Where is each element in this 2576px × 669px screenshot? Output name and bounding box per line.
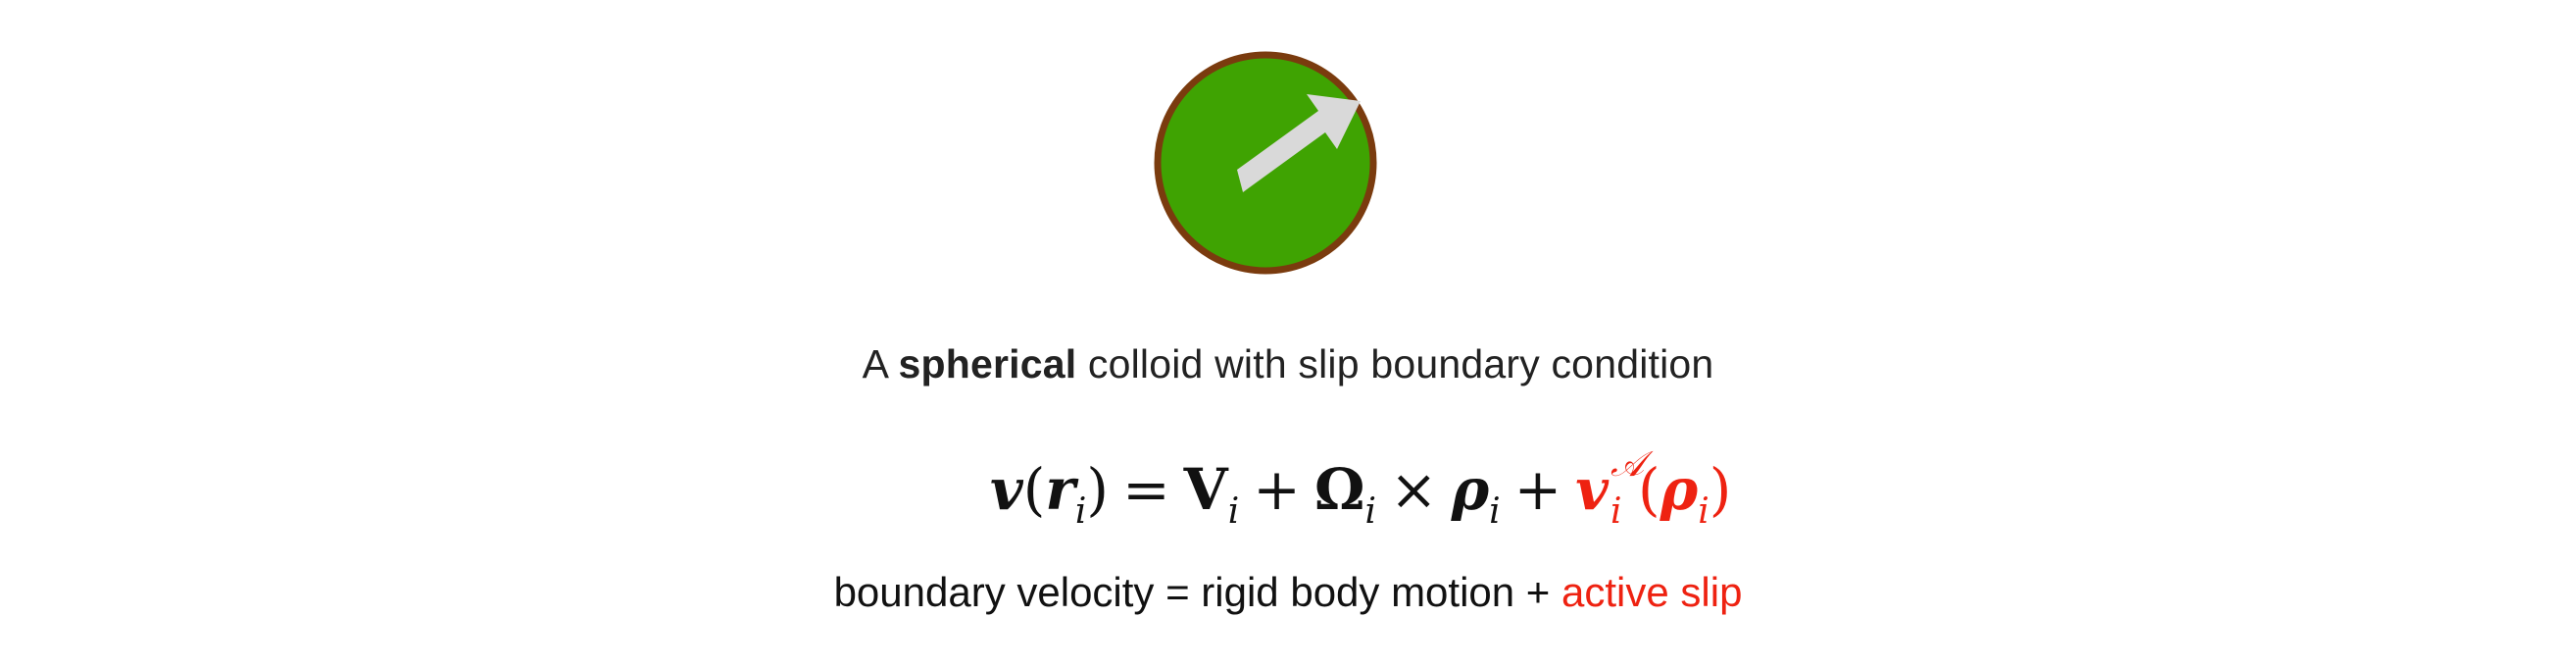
eq-index: i xyxy=(1227,491,1240,532)
eq-close-paren: ) xyxy=(1086,456,1110,523)
eq-velocity-symbol: v xyxy=(990,456,1023,523)
caption-prefix: A xyxy=(862,341,887,386)
eq-translational-velocity: V xyxy=(1183,456,1228,523)
eq-cross: × xyxy=(1389,456,1438,523)
legend-active-part: active slip xyxy=(1561,569,1743,615)
eq-active-superscript: 𝒜 xyxy=(1610,444,1645,485)
eq-active-index: i xyxy=(1610,491,1622,532)
eq-equals: = xyxy=(1122,456,1170,523)
legend-rigid-part: boundary velocity = rigid body motion + xyxy=(833,569,1551,615)
eq-rho: ρ xyxy=(1451,456,1490,523)
eq-active-supsub xyxy=(1609,444,1645,532)
eq-position-symbol: r xyxy=(1045,456,1075,523)
boundary-velocity-equation xyxy=(990,444,1732,532)
eq-index: i xyxy=(1364,491,1376,532)
equation-legend xyxy=(0,569,2576,616)
eq-close-paren: ) xyxy=(1709,456,1732,523)
caption-suffix: colloid with slip boundary condition xyxy=(1087,341,1714,386)
eq-plus: + xyxy=(1513,456,1562,523)
eq-plus: + xyxy=(1253,456,1301,523)
eq-angular-velocity: Ω xyxy=(1313,456,1365,523)
figure-caption xyxy=(0,341,2576,387)
eq-active-rho-index: i xyxy=(1698,491,1709,532)
eq-active-rho: ρ xyxy=(1660,456,1699,523)
eq-open-paren: ( xyxy=(1637,456,1660,523)
eq-open-paren: ( xyxy=(1022,456,1046,523)
caption-bold-word: spherical xyxy=(898,341,1077,386)
eq-index: i xyxy=(1489,491,1501,532)
eq-active-velocity: v xyxy=(1575,456,1609,523)
eq-active-term xyxy=(1575,444,1732,532)
eq-index: i xyxy=(1074,491,1087,532)
